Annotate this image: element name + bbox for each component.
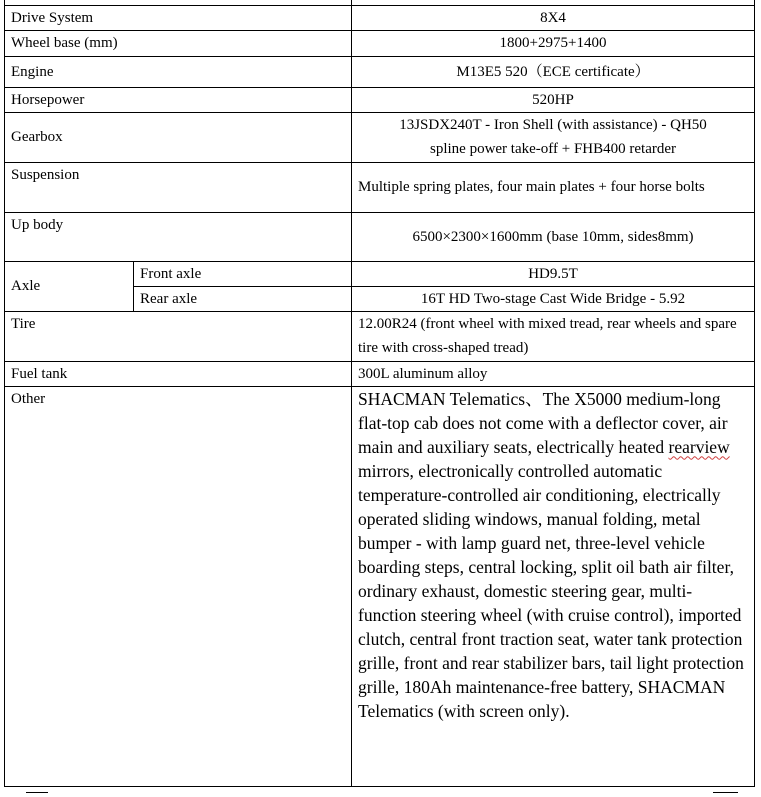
- horsepower-value: 520HP: [352, 87, 755, 112]
- table-row-wheel-base: [5, 30, 755, 56]
- table-row-tire: [5, 311, 755, 361]
- table-row-other: [5, 386, 755, 786]
- gearbox-value: [352, 112, 755, 162]
- suspension-label: Suspension: [5, 162, 352, 212]
- up-body-label: Up body: [5, 212, 352, 261]
- drive-system-label: Drive System: [5, 5, 352, 30]
- table-row-up-body: [5, 212, 755, 261]
- front-axle-value: HD9.5T: [352, 261, 755, 286]
- fuel-tank-label: Fuel tank: [5, 361, 352, 386]
- engine-value: M13E5 520（ECE certificate）: [352, 56, 755, 87]
- table-row-gearbox: [5, 112, 755, 162]
- other-value-part2: mirrors, electronically controlled automatic temperature-controlled air conditioning, electrically operated sliding windows, manual folding, metal bumper - with lamp guard net, three-level vehicle boarding steps, central locking, split oil bath air filter, ordinary exhaust, domestic steering gear, multi-function steering wheel (with cruise control), imported clutch, central front traction seat, water tank protection grille, front and rear stabilizer bars, tail light protection grille, 180Ah maintenance-free battery, SHACMAN Telematics (with screen only).: [358, 460, 744, 721]
- up-body-value: 6500×2300×1600mm (base 10mm, sides8mm): [352, 212, 755, 261]
- bottom-edge-stub-left: [26, 792, 48, 797]
- axle-label: Axle: [5, 261, 134, 311]
- front-axle-label: Front axle: [134, 261, 352, 286]
- rear-axle-label: Rear axle: [134, 286, 352, 311]
- tire-label: Tire: [5, 311, 352, 361]
- table-row-drive-system: [5, 5, 755, 30]
- wheel-base-value: 1800+2975+1400: [352, 30, 755, 56]
- engine-label: Engine: [5, 56, 352, 87]
- horsepower-label: Horsepower: [5, 87, 352, 112]
- table-row-engine: [5, 56, 755, 87]
- table-row-front-axle: [5, 261, 755, 286]
- gearbox-label: Gearbox: [5, 112, 352, 162]
- other-label: Other: [5, 386, 352, 786]
- drive-system-value: 8X4: [352, 5, 755, 30]
- table-row-fuel-tank: [5, 361, 755, 386]
- table-row-horsepower: [5, 87, 755, 112]
- wheel-base-label: Wheel base (mm): [5, 30, 352, 56]
- other-value-part1: SHACMAN Telematics、The X5000 medium-long flat-top cab does not come with a deflector cover, air main and auxiliary seats, electrically heated: [358, 388, 728, 457]
- bottom-edge-stub-right: [713, 792, 738, 797]
- table-row-suspension: [5, 162, 755, 212]
- tire-value: 12.00R24 (front wheel with mixed tread, rear wheels and spare tire with cross-shaped tread): [352, 311, 755, 361]
- suspension-value: Multiple spring plates, four main plates + four horse bolts: [352, 162, 755, 212]
- other-value: [352, 386, 755, 786]
- rear-axle-value: 16T HD Two-stage Cast Wide Bridge - 5.92: [352, 286, 755, 311]
- other-value-marked-word: rearview: [668, 436, 730, 457]
- spec-table: [4, 0, 755, 787]
- gearbox-value-line2: spline power take-off + FHB400 retarder: [429, 141, 677, 157]
- gearbox-value-line1: 13JSDX240T - Iron Shell (with assistance) - QH50: [399, 117, 707, 133]
- fuel-tank-value: 300L aluminum alloy: [352, 361, 755, 386]
